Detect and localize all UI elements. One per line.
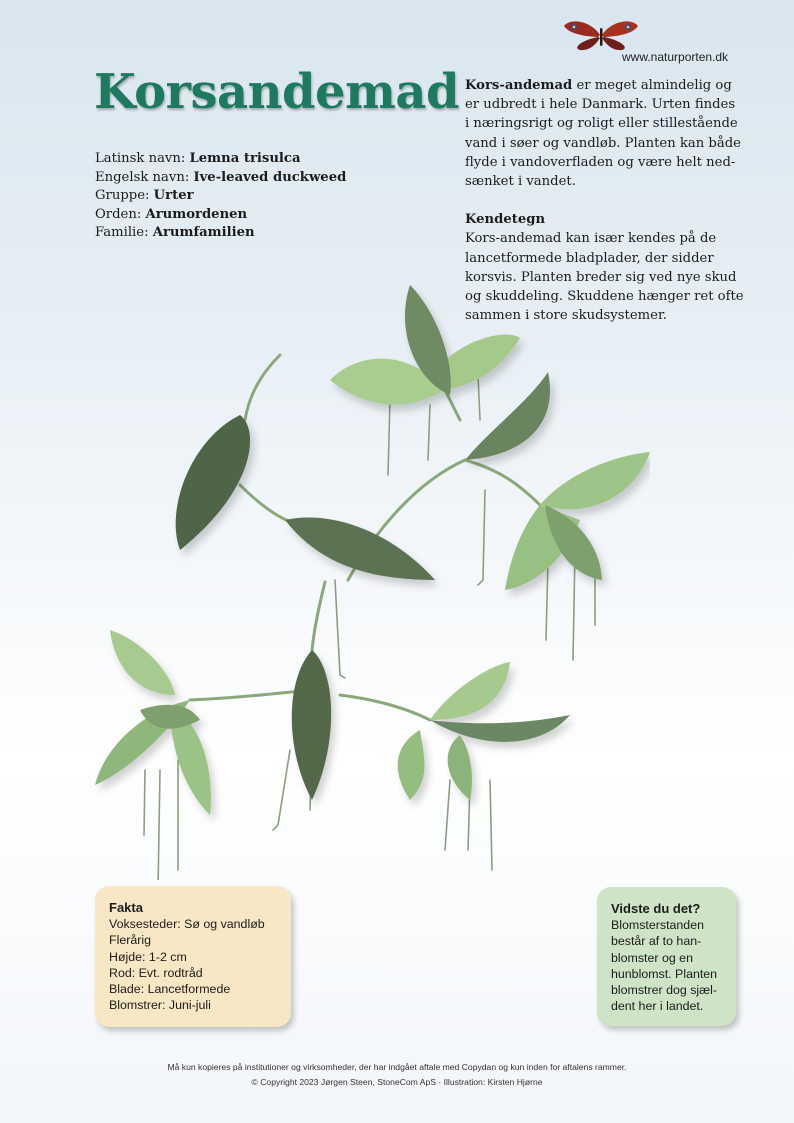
site-url: www.naturporten.dk [622, 50, 729, 64]
fact-label: Orden: [95, 206, 146, 222]
did-you-know-line: blomstrer dog sjæl- [611, 983, 718, 998]
did-you-know-line: Blomsterstanden [611, 918, 704, 933]
duckweed-plant-illustration [90, 280, 650, 880]
fact-label: Familie: [95, 225, 153, 240]
intro-line-text: er meget almindelig og [572, 78, 732, 93]
fact-label: Gruppe: [95, 188, 154, 203]
fakta-line: Blade: Lancetformede [109, 982, 231, 997]
fact-latin [95, 150, 346, 169]
species-facts [95, 150, 346, 243]
page-title: Korsandemad [94, 64, 460, 120]
fakta-line: Blomstrer: Juni-juli [109, 998, 211, 1013]
fakta-line: Højde: 1-2 cm [109, 949, 187, 964]
fakta-heading: Fakta [109, 900, 143, 915]
body-line: korsvis. Planten breder sig ved nye skud [465, 269, 737, 285]
fact-value: Urter [153, 188, 194, 203]
did-you-know-line: består af to han- [611, 934, 702, 949]
did-you-know-box [597, 887, 736, 1026]
fact-value: Arumordenen [145, 206, 248, 222]
section-heading: Kendetegn [465, 212, 546, 228]
intro-line: sænket i vandet. [465, 174, 576, 190]
did-you-know-line: dent her i landet. [611, 999, 704, 1014]
body-line: og skuddeling. Skuddene hænger ret ofte [465, 289, 744, 305]
intro-line: er udbredt i hele Danmark. Urten findes [465, 97, 736, 113]
fakta-box [95, 886, 291, 1027]
copyright-notice: Må kun kopieres på institutioner og virksomheder, der har indgået aftale med Copydan og kun inden for aftalens rammer. [167, 1062, 627, 1072]
fakta-line: Voksesteder: Sø og vandløb [109, 917, 265, 932]
fact-english [95, 169, 346, 188]
fact-value: Lemna trisulca [189, 151, 301, 166]
copyright-credit: © Copyright 2023 Jørgen Steen, StoneCom ApS · Illustration: Kirsten Hjørne [251, 1077, 543, 1087]
body-line: Kors-andemad kan især kendes på de [465, 231, 717, 247]
intro-line: i næringsrigt og roligt eller stillestående [465, 116, 738, 132]
fact-value: Arumfamilien [152, 225, 255, 240]
fact-label: Latinsk navn: [95, 151, 190, 166]
fact-order [95, 206, 346, 225]
did-you-know-line: blomster og en [611, 950, 693, 965]
body-line: lancetformede bladplader, der sidder [465, 250, 714, 266]
intro-line [465, 76, 745, 95]
did-you-know-line: hunblomst. Planten [611, 966, 718, 981]
did-you-know-heading: Vidste du det? [611, 901, 701, 916]
intro-line: flyde i vandoverfladen og være helt ned- [465, 154, 736, 170]
butterfly-icon [560, 18, 642, 52]
intro-lead: Kors-andemad [465, 78, 573, 93]
fact-family [95, 224, 346, 243]
fact-group [95, 187, 346, 206]
fact-label: Engelsk navn: [95, 169, 194, 185]
fact-value: Ive-leaved duckweed [193, 169, 347, 185]
body-line: sammen i store skudsystemer. [465, 308, 667, 324]
fakta-line: Rod: Evt. rodtråd [109, 965, 203, 980]
intro-line: vand i søer og vandløb. Planten kan både [465, 135, 741, 151]
fakta-line: Flerårig [109, 933, 151, 948]
